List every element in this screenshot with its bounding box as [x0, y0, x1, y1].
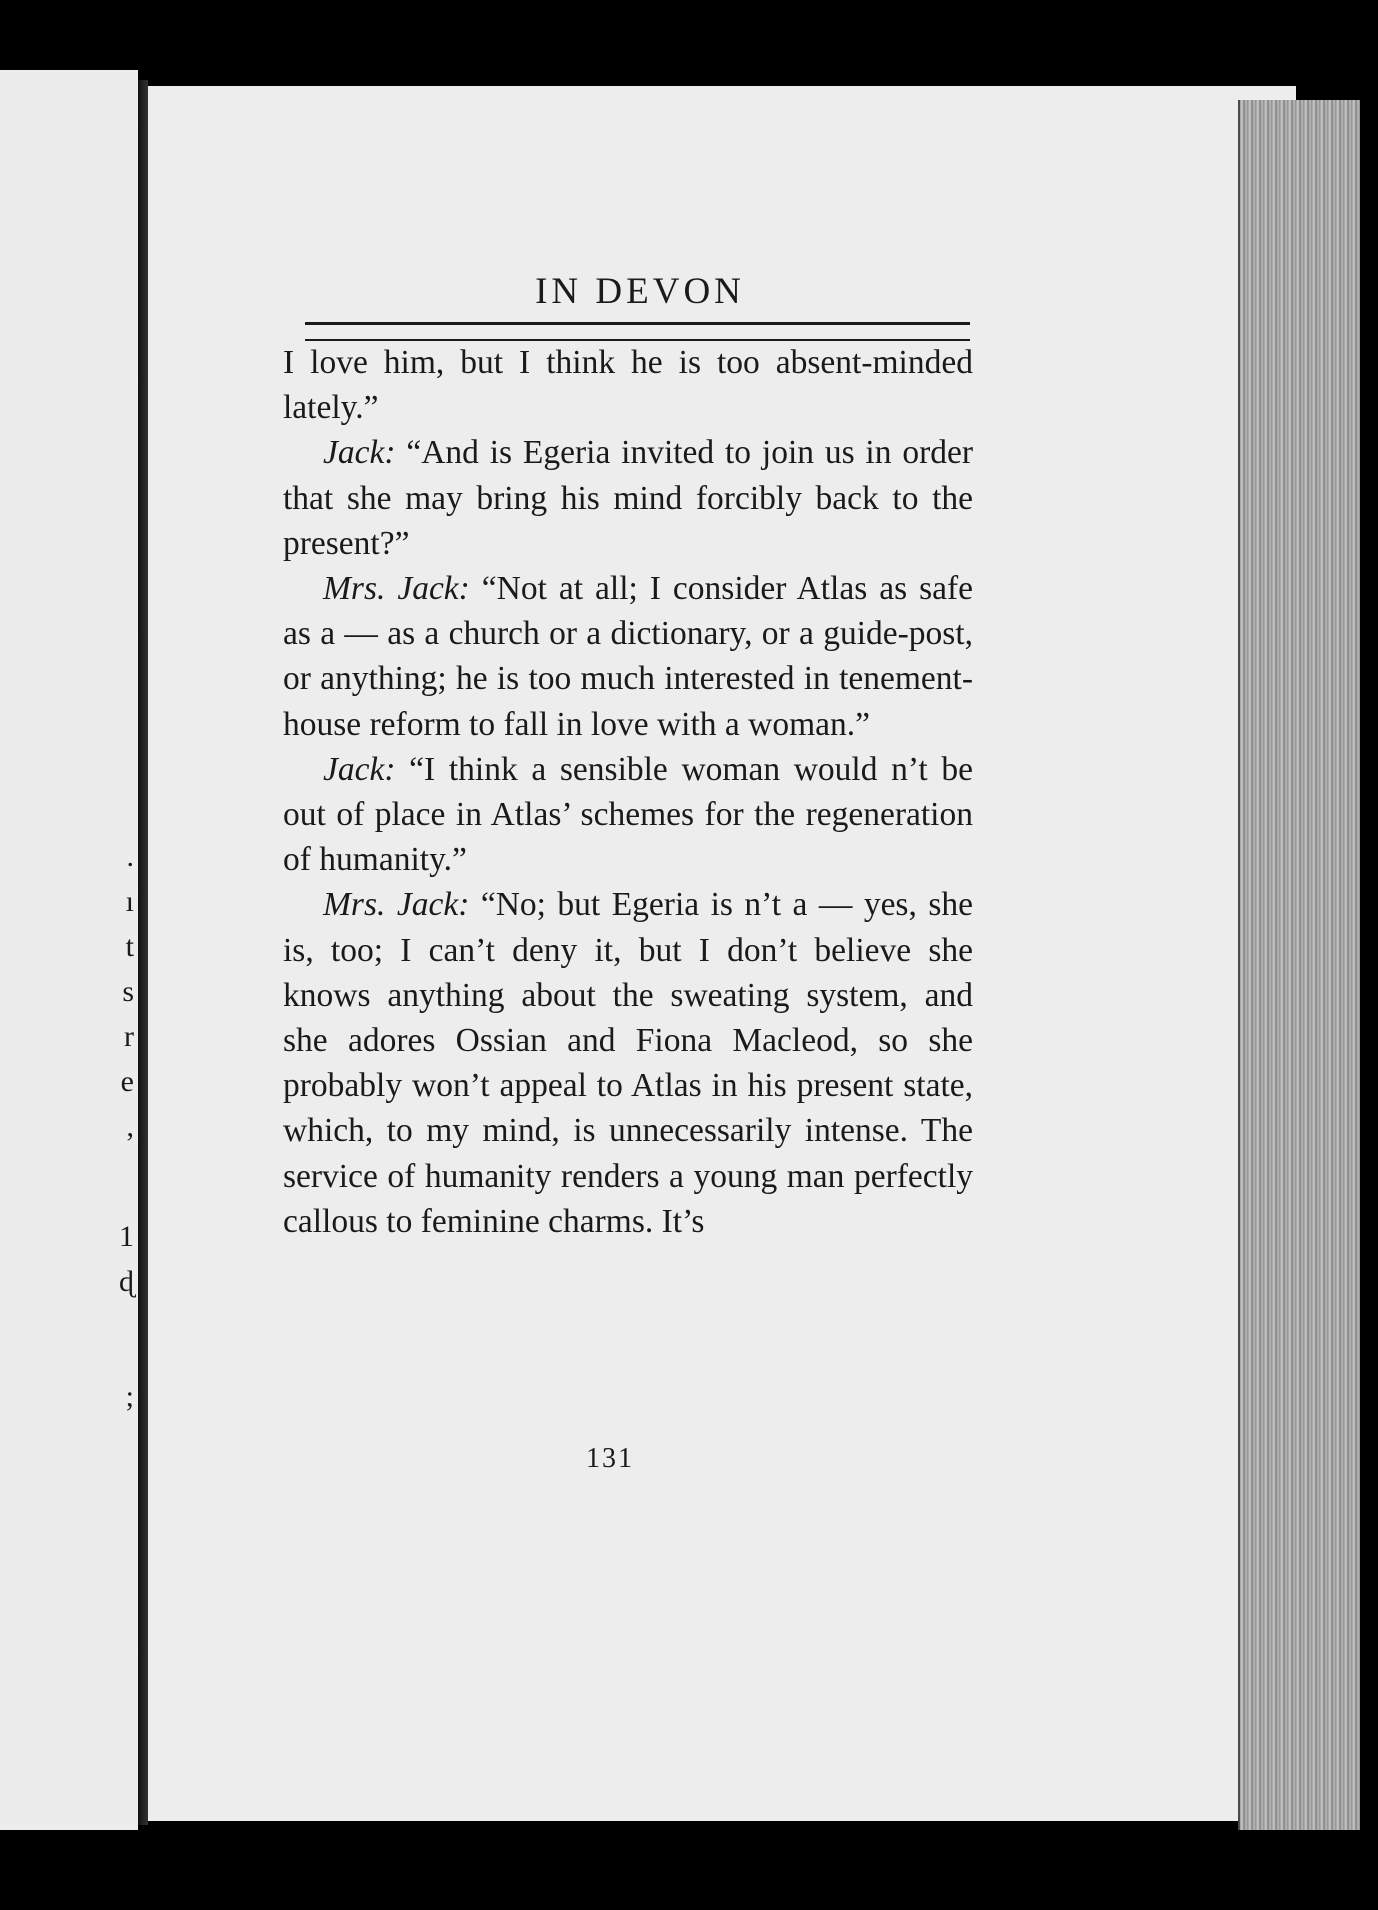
left-page-fragment: ,: [126, 1110, 134, 1143]
left-page-fragment: t: [125, 930, 134, 963]
left-page-fragment: r: [124, 1020, 134, 1053]
left-page-fragment: s: [122, 975, 134, 1008]
paragraph: [283, 747, 973, 883]
paragraph: [283, 566, 973, 747]
paragraph-text: “No; but Egeria is n’t a — yes, she is, too; I can’t deny it, but I don’t believe she knows anything about the sweating system, and she adores Ossian and Fiona Macleod, so she probably won’t appeal to Atlas in his present state, which, to my mind, is unnecessarily intense. The service of humanity renders a young man perfectly callous to feminine charms. It’s: [283, 886, 973, 1240]
speaker-label: Mrs. Jack:: [323, 886, 470, 924]
book-gutter: [138, 80, 148, 1825]
running-head: IN DEVON: [535, 271, 745, 312]
paragraph: [283, 882, 973, 1244]
paragraph-text: I love him, but I think he is too absent-minded lately.”: [283, 344, 973, 427]
left-facing-page: [0, 70, 138, 1830]
paragraph-text: “I think a sensible woman would n’t be out of place in Atlas’ schemes for the regeneration of humanity.”: [283, 750, 973, 879]
page-number: 131: [586, 1443, 634, 1474]
left-page-fragment: 1: [119, 1220, 134, 1253]
left-page-fragment: e: [120, 1065, 134, 1098]
paragraph: [283, 430, 973, 566]
paragraph: [283, 340, 973, 430]
left-page-fragment: ;: [125, 1380, 134, 1413]
speaker-label: Jack:: [323, 750, 396, 788]
left-page-fragment: .: [126, 840, 134, 873]
body-text: [283, 340, 973, 1244]
speaker-label: Jack:: [323, 434, 396, 472]
left-page-fragment: ɖ: [119, 1265, 134, 1298]
speaker-label: Mrs. Jack:: [323, 570, 470, 608]
paragraph-text: “And is Egeria invited to join us in order that she may bring his mind forcibly back to the present?”: [283, 434, 973, 562]
page-fore-edge: [1238, 100, 1360, 1830]
left-page-fragment: ı: [125, 885, 134, 918]
paragraph-text: “Not at all; I consider Atlas as safe as a — as a church or a dictionary, or a guide-post, or anything; he is too much interested in tenement-house reform to fall in love with a woman.”: [283, 570, 973, 743]
header-double-rule: [305, 322, 970, 341]
